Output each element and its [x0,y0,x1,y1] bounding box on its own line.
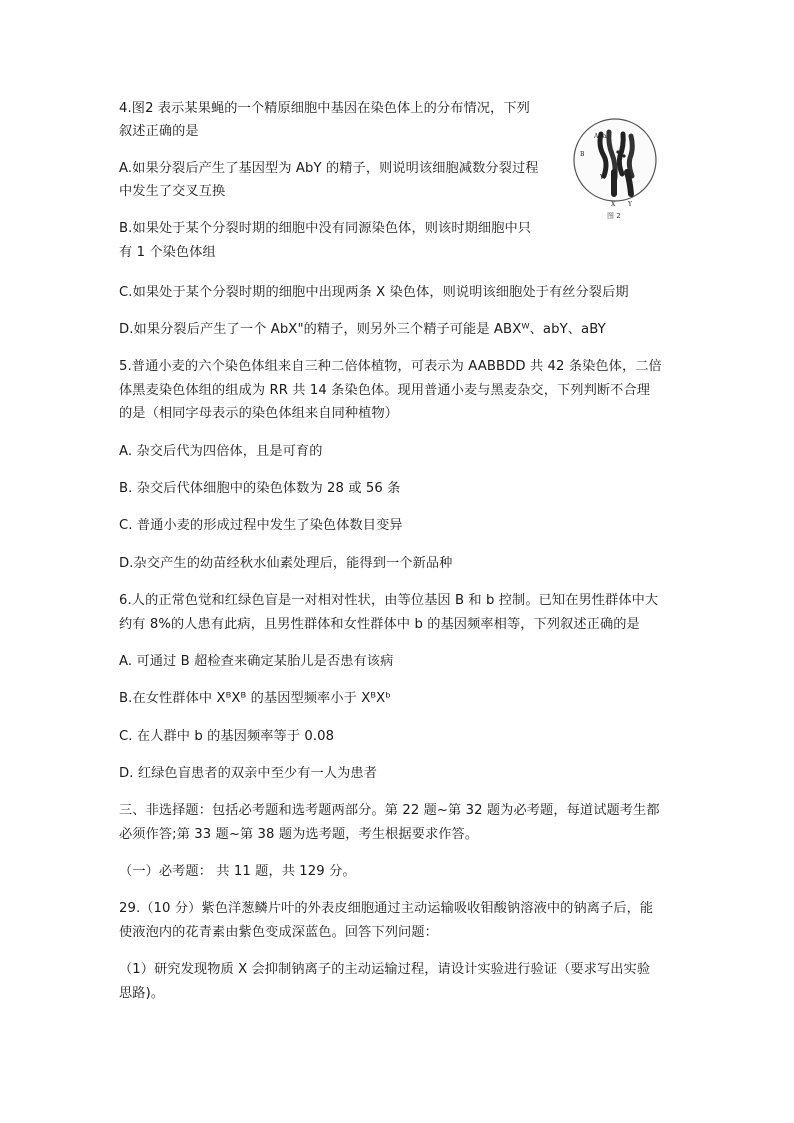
gene-label-b-upper: B [580,151,585,158]
q5-option-c: C. 普通小麦的形成过程中发生了染色体数目变异 [119,518,403,533]
q29-sub1-line-2: 思路)。 [119,986,165,1001]
q4-option-b-line-1: B.如果处于某个分裂时期的细胞中没有同源染色体，则该时期细胞中只 [119,221,532,236]
label-x-chromosome: X [611,201,616,208]
q6-option-a: A. 可通过 B 超检查来确定某胎儿是否患有该病 [119,654,394,669]
q4-stem-line-2: 叙述正确的是 [119,124,199,139]
q6-stem-line-1: 6.人的正常色觉和红绿色盲是一对相对性状，由等位基因 B 和 b 控制。已知在男性群体中大 [119,593,659,608]
q6-option-d: D. 红绿色盲患者的双亲中至少有一人为患者 [119,766,378,781]
gene-label-w: W [600,174,607,181]
q4-option-c: C.如果处于某个分裂时期的细胞中出现两条 X 染色体，则说明该细胞处于有丝分裂后期 [119,285,629,300]
q5-stem-line-1: 5.普通小麦的六个染色体组来自三种二倍体植物，可表示为 AABBDD 共 42 条染色体，二倍 [119,359,662,374]
q5-option-a: A. 杂交后代为四倍体，且是可育的 [119,444,323,459]
q4-option-b-line-2: 有 1 个染色体组 [119,245,216,260]
q4-option-a-line-2: 中发生了交叉互换 [119,184,226,199]
q4-option-a-line-1: A.如果分裂后产生了基因型为 AbY 的精子，则说明该细胞减数分裂过程 [119,161,539,176]
gene-label-a-upper: A [594,133,599,140]
q29-stem-line-2: 使液泡内的花青素由紫色变成深蓝色。回答下列问题： [119,925,438,940]
q29-sub1-line-1: （1）研究发现物质 X 会抑制钠离子的主动运输过程，请设计实验进行验证（要求写出实验 [119,962,651,977]
gene-label-a-lower: a [603,133,607,140]
section3-subheading: （一）必考题： 共 11 题，共 129 分。 [119,864,356,879]
q5-option-d: D.杂交产生的幼苗经秋水仙素处理后，能得到一个新品种 [119,556,453,571]
section3-line-1: 三、非选择题：包括必考题和选考题两部分。第 22 题~第 32 题为必考题，每道试题考生都 [119,803,660,818]
centromere-dot [622,154,625,157]
gene-label-b-lower: b [604,167,608,174]
q4-stem-line-1: 4.图2 表示某果蝇的一个精原细胞中基因在染色体上的分布情况，下列 [119,101,530,116]
q5-option-b: B. 杂交后代体细胞中的染色体数为 28 或 56 条 [119,481,401,496]
q5-stem-line-3: 的是（相同字母表示的染色体组来自同种植物） [119,406,399,421]
q6-option-c: C. 在人群中 b 的基因频率等于 0.08 [119,729,335,744]
figure-caption: 图 2 [607,212,621,220]
q5-stem-line-2: 体黑麦染色体组的组成为 RR 共 14 条染色体。现用普通小麦与黑麦杂交，下列判断不合理 [119,383,651,398]
label-y-chromosome: Y [628,201,632,208]
q4-option-d: D.如果分裂后产生了一个 AbX"的精子，则另外三个精子可能是 ABXᵂ、abY、aBY [119,322,606,337]
chromosome-4 [629,136,632,176]
q6-option-b: B.在女性群体中 XᴮXᴮ 的基因型频率小于 XᴮXᵇ [119,691,392,706]
q6-stem-line-2: 约有 8%的人患有此病，且男性群体和女性群体中 b 的基因频率相等，下列叙述正确的是 [119,617,640,632]
q29-stem-line-1: 29.（10 分）紫色洋葱鳞片叶的外表皮细胞通过主动运输吸收钼酸钠溶液中的钠离子后，能 [119,901,654,916]
section3-line-2: 必须作答;第 33 题~第 38 题为选考题，考生根据要求作答。 [119,827,479,842]
centromere-dot [616,150,619,153]
